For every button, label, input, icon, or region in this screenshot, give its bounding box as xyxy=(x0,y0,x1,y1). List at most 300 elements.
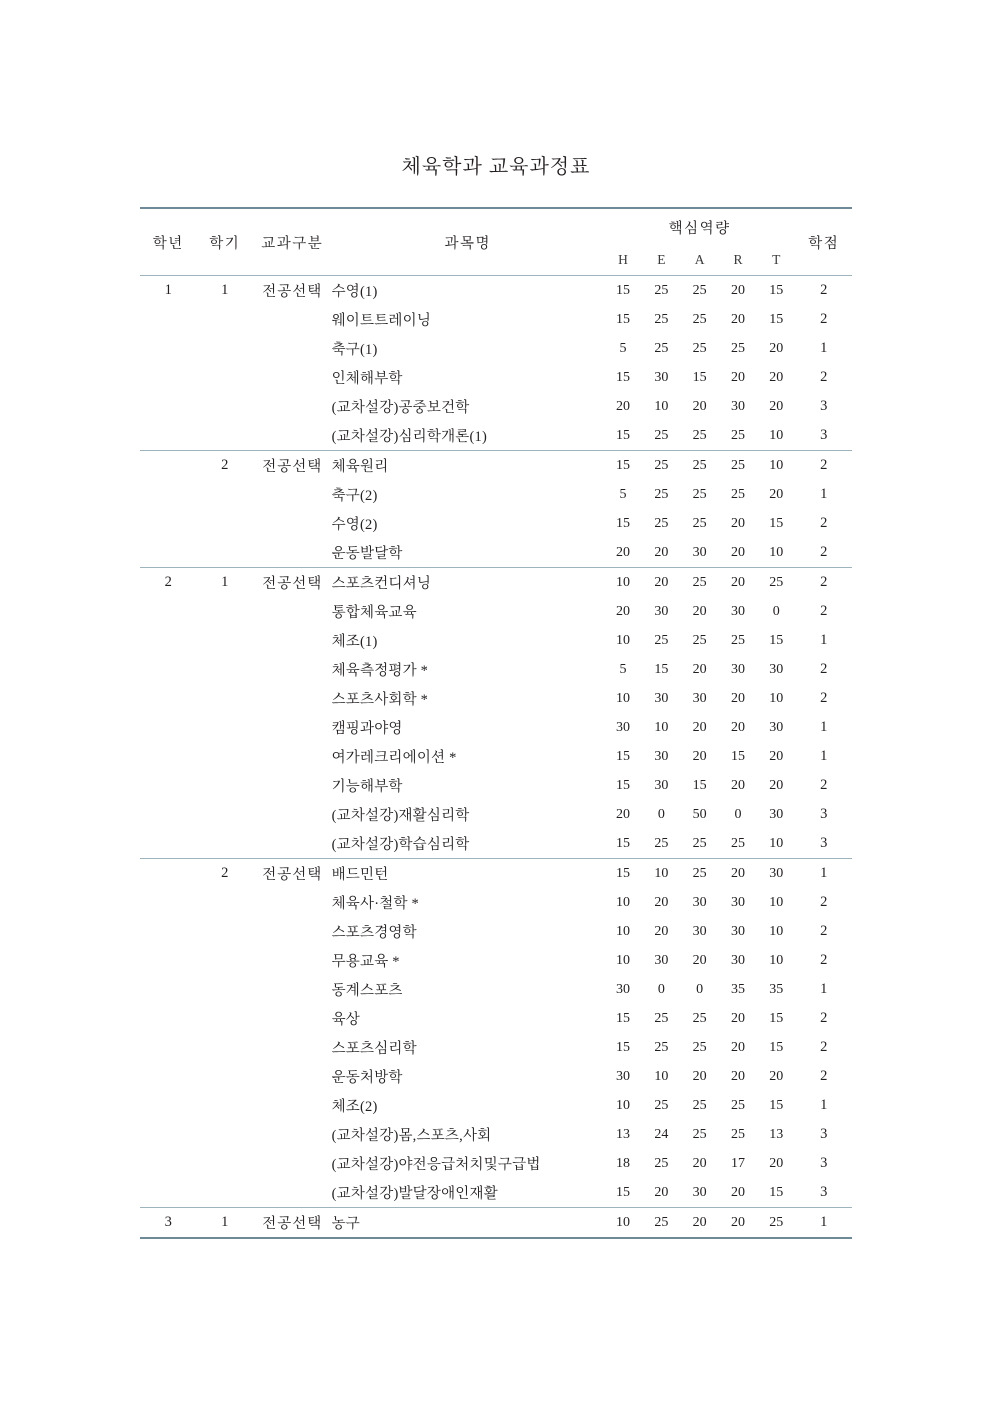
table-row xyxy=(140,276,852,306)
cell-year xyxy=(140,1120,196,1149)
cell-term: 2 xyxy=(196,451,252,481)
cell-credit: 3 xyxy=(820,806,828,822)
table-row xyxy=(140,917,852,946)
cell-term xyxy=(196,829,252,859)
cell-category xyxy=(253,509,332,538)
cell-competency-h: 15 xyxy=(616,1039,631,1055)
cell-category xyxy=(253,946,332,975)
cell-term xyxy=(196,334,252,363)
table-row xyxy=(140,946,852,975)
cell-competency-e: 25 xyxy=(654,427,669,443)
cell-term: 1 xyxy=(196,568,252,598)
cell-credit: 1 xyxy=(820,340,828,356)
cell-competency-e: 10 xyxy=(654,719,669,735)
cell-competency-a: 15 xyxy=(692,777,707,793)
col-header-competency-r: R xyxy=(733,252,743,267)
cell-credit: 2 xyxy=(820,544,828,560)
table-row xyxy=(140,888,852,917)
cell-credit: 3 xyxy=(820,1155,828,1171)
cell-competency-a: 25 xyxy=(692,1039,707,1055)
cell-competency-a: 25 xyxy=(692,1126,707,1142)
cell-credit: 1 xyxy=(820,981,828,997)
cell-competency-h: 10 xyxy=(616,1097,631,1113)
cell-competency-a: 25 xyxy=(692,835,707,851)
cell-credit: 1 xyxy=(820,486,828,502)
cell-competency-h: 10 xyxy=(616,952,631,968)
cell-competency-t: 30 xyxy=(769,719,784,735)
cell-subject: 체조(1) xyxy=(331,634,378,650)
cell-subject: 체육원리 xyxy=(332,451,604,481)
cell-subject: 동계스포츠 xyxy=(331,983,403,999)
cell-credit: 2 xyxy=(820,777,828,793)
cell-competency-e: 24 xyxy=(654,1126,669,1142)
cell-category xyxy=(253,684,332,713)
cell-competency-e: 10 xyxy=(654,398,669,414)
cell-category: 전공선택 xyxy=(253,1208,332,1239)
cell-year xyxy=(140,1062,196,1091)
cell-term xyxy=(196,975,252,1004)
cell-competency-t: 10 xyxy=(769,427,784,443)
cell-competency-t: 15 xyxy=(769,515,784,531)
cell-competency-a: 0 xyxy=(696,981,704,997)
cell-competency-t: 10 xyxy=(769,690,784,706)
cell-competency-h: 10 xyxy=(616,923,631,939)
cell-year xyxy=(140,975,196,1004)
cell-credit: 1 xyxy=(795,1208,852,1239)
cell-term xyxy=(196,771,252,800)
cell-competency-h: 30 xyxy=(616,1068,631,1084)
table-row xyxy=(140,1120,852,1149)
cell-competency-a: 30 xyxy=(692,1184,707,1200)
cell-term xyxy=(196,1120,252,1149)
cell-credit: 2 xyxy=(820,1010,828,1026)
cell-competency-a: 25 xyxy=(692,632,707,648)
cell-credit: 1 xyxy=(820,719,828,735)
cell-competency-h: 10 xyxy=(616,632,631,648)
table-row xyxy=(140,1091,852,1120)
page-title: 체육학과 교육과정표 xyxy=(401,156,591,178)
cell-competency-r: 20 xyxy=(719,568,757,598)
cell-subject: 축구(2) xyxy=(331,488,378,504)
cell-competency-t: 10 xyxy=(757,451,795,481)
cell-credit: 1 xyxy=(820,748,828,764)
cell-term xyxy=(196,392,252,421)
cell-year xyxy=(140,655,196,684)
cell-competency-t: 20 xyxy=(769,1068,784,1084)
cell-term xyxy=(196,363,252,392)
cell-term xyxy=(196,1062,252,1091)
cell-competency-e: 30 xyxy=(654,369,669,385)
cell-competency-a: 25 xyxy=(692,340,707,356)
cell-category xyxy=(253,597,332,626)
table-row xyxy=(140,334,852,363)
cell-subject: 배드민턴 xyxy=(332,859,604,889)
cell-competency-h: 15 xyxy=(616,1184,631,1200)
cell-year xyxy=(140,1149,196,1178)
cell-category xyxy=(253,771,332,800)
cell-competency-r: 25 xyxy=(730,1097,745,1113)
cell-year xyxy=(140,538,196,568)
cell-competency-t: 15 xyxy=(769,1184,784,1200)
cell-competency-e: 30 xyxy=(654,952,669,968)
cell-competency-t: 30 xyxy=(757,859,795,889)
cell-competency-t: 20 xyxy=(769,398,784,414)
cell-competency-h: 15 xyxy=(604,451,642,481)
cell-year xyxy=(140,684,196,713)
cell-competency-e: 20 xyxy=(654,544,669,560)
table-row xyxy=(140,713,852,742)
cell-competency-r: 20 xyxy=(730,544,745,560)
cell-year xyxy=(140,392,196,421)
cell-year xyxy=(140,363,196,392)
cell-competency-a: 20 xyxy=(692,603,707,619)
cell-year xyxy=(140,859,196,889)
cell-competency-t: 25 xyxy=(757,1208,795,1239)
cell-year: 1 xyxy=(140,276,196,306)
cell-competency-h: 15 xyxy=(616,427,631,443)
col-header-competency-group: 핵심역량 xyxy=(604,208,796,245)
table-row xyxy=(140,1208,852,1239)
cell-competency-t: 20 xyxy=(769,340,784,356)
cell-competency-r: 0 xyxy=(734,806,742,822)
cell-competency-h: 10 xyxy=(616,894,631,910)
cell-year xyxy=(140,421,196,451)
cell-competency-e: 30 xyxy=(654,690,669,706)
cell-term xyxy=(196,626,252,655)
cell-credit: 2 xyxy=(820,515,828,531)
cell-competency-t: 25 xyxy=(757,568,795,598)
table-row xyxy=(140,1033,852,1062)
cell-competency-r: 20 xyxy=(730,777,745,793)
cell-term xyxy=(196,1033,252,1062)
cell-competency-a: 25 xyxy=(681,568,719,598)
cell-competency-t: 10 xyxy=(769,835,784,851)
cell-year xyxy=(140,1033,196,1062)
cell-subject: 웨이트트레이닝 xyxy=(331,313,432,329)
cell-subject: (교차설강)야전응급처치및구급법 xyxy=(331,1157,541,1173)
cell-competency-t: 10 xyxy=(769,544,784,560)
cell-competency-r: 20 xyxy=(730,369,745,385)
cell-subject: 스포츠사회학 * xyxy=(331,692,429,708)
col-header-term: 학기 xyxy=(196,208,252,276)
cell-competency-h: 20 xyxy=(616,603,631,619)
cell-competency-r: 30 xyxy=(730,952,745,968)
cell-subject: 수영(2) xyxy=(331,517,378,533)
cell-year xyxy=(140,451,196,481)
cell-category xyxy=(253,421,332,451)
cell-competency-e: 20 xyxy=(642,568,680,598)
cell-competency-h: 15 xyxy=(604,859,642,889)
cell-category xyxy=(253,1091,332,1120)
cell-competency-r: 20 xyxy=(719,276,757,306)
cell-subject: (교차설강)재활심리학 xyxy=(331,808,470,824)
cell-category xyxy=(253,1149,332,1178)
table-row xyxy=(140,421,852,451)
cell-competency-r: 20 xyxy=(730,719,745,735)
cell-competency-e: 25 xyxy=(642,276,680,306)
cell-category xyxy=(253,800,332,829)
cell-year: 3 xyxy=(140,1208,196,1239)
cell-category: 전공선택 xyxy=(253,568,332,598)
cell-competency-a: 30 xyxy=(692,923,707,939)
cell-subject: (교차설강)심리학개론(1) xyxy=(331,429,488,445)
cell-competency-r: 20 xyxy=(719,1208,757,1239)
cell-competency-r: 25 xyxy=(730,835,745,851)
cell-subject: 농구 xyxy=(332,1208,604,1239)
table-row xyxy=(140,626,852,655)
cell-term xyxy=(196,480,252,509)
cell-term xyxy=(196,421,252,451)
cell-subject: 축구(1) xyxy=(331,342,378,358)
cell-year: 2 xyxy=(140,568,196,598)
cell-competency-h: 13 xyxy=(616,1126,631,1142)
cell-competency-t: 30 xyxy=(769,661,784,677)
cell-competency-a: 25 xyxy=(692,515,707,531)
table-row xyxy=(140,597,852,626)
cell-competency-r: 20 xyxy=(730,1039,745,1055)
cell-competency-e: 25 xyxy=(654,1010,669,1026)
table-row xyxy=(140,568,852,598)
cell-category xyxy=(253,392,332,421)
cell-term: 1 xyxy=(196,1208,252,1239)
cell-competency-a: 30 xyxy=(692,544,707,560)
cell-competency-e: 25 xyxy=(654,486,669,502)
cell-term: 2 xyxy=(196,859,252,889)
cell-competency-t: 15 xyxy=(769,1097,784,1113)
cell-competency-a: 25 xyxy=(692,427,707,443)
cell-competency-t: 20 xyxy=(769,777,784,793)
cell-competency-e: 25 xyxy=(642,1208,680,1239)
cell-term xyxy=(196,946,252,975)
cell-year xyxy=(140,480,196,509)
cell-credit: 2 xyxy=(820,603,828,619)
cell-competency-r: 30 xyxy=(730,894,745,910)
cell-competency-h: 10 xyxy=(616,690,631,706)
cell-competency-r: 20 xyxy=(730,1184,745,1200)
cell-term xyxy=(196,538,252,568)
cell-competency-r: 25 xyxy=(730,1126,745,1142)
cell-subject: 여가레크리에이션 * xyxy=(331,750,457,766)
cell-competency-r: 17 xyxy=(730,1155,745,1171)
cell-subject: 운동처방학 xyxy=(331,1070,403,1086)
cell-competency-h: 20 xyxy=(616,544,631,560)
cell-competency-e: 10 xyxy=(654,1068,669,1084)
cell-category xyxy=(253,626,332,655)
curriculum-table xyxy=(140,207,852,1239)
table-body xyxy=(140,276,852,1239)
cell-year xyxy=(140,829,196,859)
cell-year xyxy=(140,597,196,626)
cell-competency-h: 18 xyxy=(616,1155,631,1171)
cell-credit: 2 xyxy=(820,1039,828,1055)
cell-category xyxy=(253,829,332,859)
table-row xyxy=(140,451,852,481)
cell-competency-a: 20 xyxy=(692,719,707,735)
cell-credit: 3 xyxy=(820,835,828,851)
cell-category xyxy=(253,1004,332,1033)
cell-competency-r: 35 xyxy=(730,981,745,997)
cell-competency-h: 20 xyxy=(616,806,631,822)
cell-credit: 2 xyxy=(820,661,828,677)
cell-category: 전공선택 xyxy=(253,859,332,889)
cell-competency-r: 20 xyxy=(730,690,745,706)
cell-subject: 체조(2) xyxy=(331,1099,378,1115)
cell-term xyxy=(196,917,252,946)
cell-year xyxy=(140,742,196,771)
cell-competency-t: 15 xyxy=(769,1039,784,1055)
cell-credit: 3 xyxy=(820,1184,828,1200)
cell-competency-e: 25 xyxy=(654,835,669,851)
cell-credit: 2 xyxy=(820,1068,828,1084)
cell-year xyxy=(140,946,196,975)
cell-competency-t: 35 xyxy=(769,981,784,997)
cell-competency-t: 15 xyxy=(769,311,784,327)
cell-term xyxy=(196,509,252,538)
cell-credit: 2 xyxy=(820,952,828,968)
cell-subject: 운동발달학 xyxy=(331,546,403,562)
cell-category: 전공선택 xyxy=(253,451,332,481)
cell-category xyxy=(253,888,332,917)
cell-competency-a: 25 xyxy=(681,451,719,481)
cell-credit: 3 xyxy=(820,398,828,414)
cell-year xyxy=(140,1091,196,1120)
table-row xyxy=(140,742,852,771)
table-header xyxy=(140,208,852,276)
cell-category xyxy=(253,1033,332,1062)
table-row xyxy=(140,829,852,859)
cell-subject: 스포츠컨디셔닝 xyxy=(332,568,604,598)
cell-year xyxy=(140,1004,196,1033)
cell-credit: 3 xyxy=(820,427,828,443)
cell-competency-e: 25 xyxy=(654,1155,669,1171)
cell-credit: 1 xyxy=(820,632,828,648)
cell-competency-t: 30 xyxy=(769,806,784,822)
cell-year xyxy=(140,771,196,800)
cell-term: 1 xyxy=(196,276,252,306)
cell-credit: 2 xyxy=(820,369,828,385)
table-row xyxy=(140,538,852,568)
table-row xyxy=(140,655,852,684)
cell-competency-a: 20 xyxy=(692,952,707,968)
cell-subject: 기능해부학 xyxy=(331,779,403,795)
cell-competency-r: 20 xyxy=(730,515,745,531)
cell-credit: 2 xyxy=(795,276,852,306)
cell-competency-t: 20 xyxy=(769,486,784,502)
cell-term xyxy=(196,305,252,334)
cell-credit: 3 xyxy=(820,1126,828,1142)
cell-competency-t: 13 xyxy=(769,1126,784,1142)
cell-competency-r: 30 xyxy=(730,661,745,677)
cell-subject: 육상 xyxy=(331,1012,361,1028)
cell-credit: 2 xyxy=(820,923,828,939)
cell-competency-a: 30 xyxy=(692,894,707,910)
cell-year xyxy=(140,917,196,946)
cell-subject: 수영(1) xyxy=(332,276,604,306)
cell-competency-h: 30 xyxy=(616,981,631,997)
table-row xyxy=(140,480,852,509)
cell-competency-h: 15 xyxy=(616,777,631,793)
cell-competency-r: 25 xyxy=(730,486,745,502)
table-row xyxy=(140,305,852,334)
table-row xyxy=(140,975,852,1004)
cell-year xyxy=(140,305,196,334)
cell-competency-r: 25 xyxy=(730,340,745,356)
cell-year xyxy=(140,626,196,655)
table-row xyxy=(140,771,852,800)
cell-category xyxy=(253,334,332,363)
cell-competency-t: 20 xyxy=(769,369,784,385)
cell-competency-r: 20 xyxy=(719,859,757,889)
cell-subject: (교차설강)몸,스포츠,사회 xyxy=(331,1128,492,1144)
cell-competency-r: 30 xyxy=(730,923,745,939)
cell-competency-e: 25 xyxy=(642,451,680,481)
col-header-category: 교과구분 xyxy=(253,208,332,276)
cell-subject: (교차설강)발달장애인재활 xyxy=(331,1186,498,1202)
cell-competency-r: 30 xyxy=(730,603,745,619)
cell-category xyxy=(253,480,332,509)
cell-year xyxy=(140,800,196,829)
cell-competency-e: 20 xyxy=(654,923,669,939)
cell-credit: 1 xyxy=(795,859,852,889)
cell-competency-a: 20 xyxy=(681,1208,719,1239)
cell-competency-a: 20 xyxy=(692,398,707,414)
cell-competency-h: 15 xyxy=(616,1010,631,1026)
cell-competency-r: 25 xyxy=(719,451,757,481)
cell-competency-e: 20 xyxy=(654,1184,669,1200)
cell-competency-t: 0 xyxy=(772,603,780,619)
col-header-competency-e: E xyxy=(657,252,666,267)
cell-category xyxy=(253,1120,332,1149)
cell-category xyxy=(253,305,332,334)
cell-term xyxy=(196,1091,252,1120)
cell-term xyxy=(196,655,252,684)
cell-competency-t: 15 xyxy=(757,276,795,306)
table-row xyxy=(140,1149,852,1178)
cell-category xyxy=(253,538,332,568)
cell-term xyxy=(196,1178,252,1208)
col-header-competency-t: T xyxy=(772,252,781,267)
cell-subject: 스포츠경영학 xyxy=(331,925,417,941)
cell-subject: 캠핑과야영 xyxy=(331,721,403,737)
cell-competency-e: 15 xyxy=(654,661,669,677)
cell-term xyxy=(196,684,252,713)
cell-competency-a: 20 xyxy=(692,1155,707,1171)
cell-competency-h: 30 xyxy=(616,719,631,735)
cell-competency-e: 20 xyxy=(654,894,669,910)
cell-subject: 인체해부학 xyxy=(331,371,403,387)
cell-competency-a: 15 xyxy=(692,369,707,385)
cell-competency-r: 15 xyxy=(730,748,745,764)
cell-category xyxy=(253,917,332,946)
cell-competency-a: 20 xyxy=(692,748,707,764)
cell-year xyxy=(140,334,196,363)
table-row xyxy=(140,859,852,889)
cell-subject: 통합체육교육 xyxy=(331,605,417,621)
cell-competency-e: 25 xyxy=(654,1097,669,1113)
cell-category xyxy=(253,742,332,771)
cell-competency-a: 20 xyxy=(692,661,707,677)
cell-category xyxy=(253,655,332,684)
cell-competency-h: 15 xyxy=(604,276,642,306)
cell-category xyxy=(253,1062,332,1091)
cell-subject: 체육측정평가 * xyxy=(331,663,429,679)
table-row xyxy=(140,684,852,713)
col-header-subject: 과목명 xyxy=(332,208,604,276)
table-row xyxy=(140,800,852,829)
cell-credit: 2 xyxy=(795,568,852,598)
cell-competency-h: 15 xyxy=(616,311,631,327)
cell-competency-e: 25 xyxy=(654,1039,669,1055)
